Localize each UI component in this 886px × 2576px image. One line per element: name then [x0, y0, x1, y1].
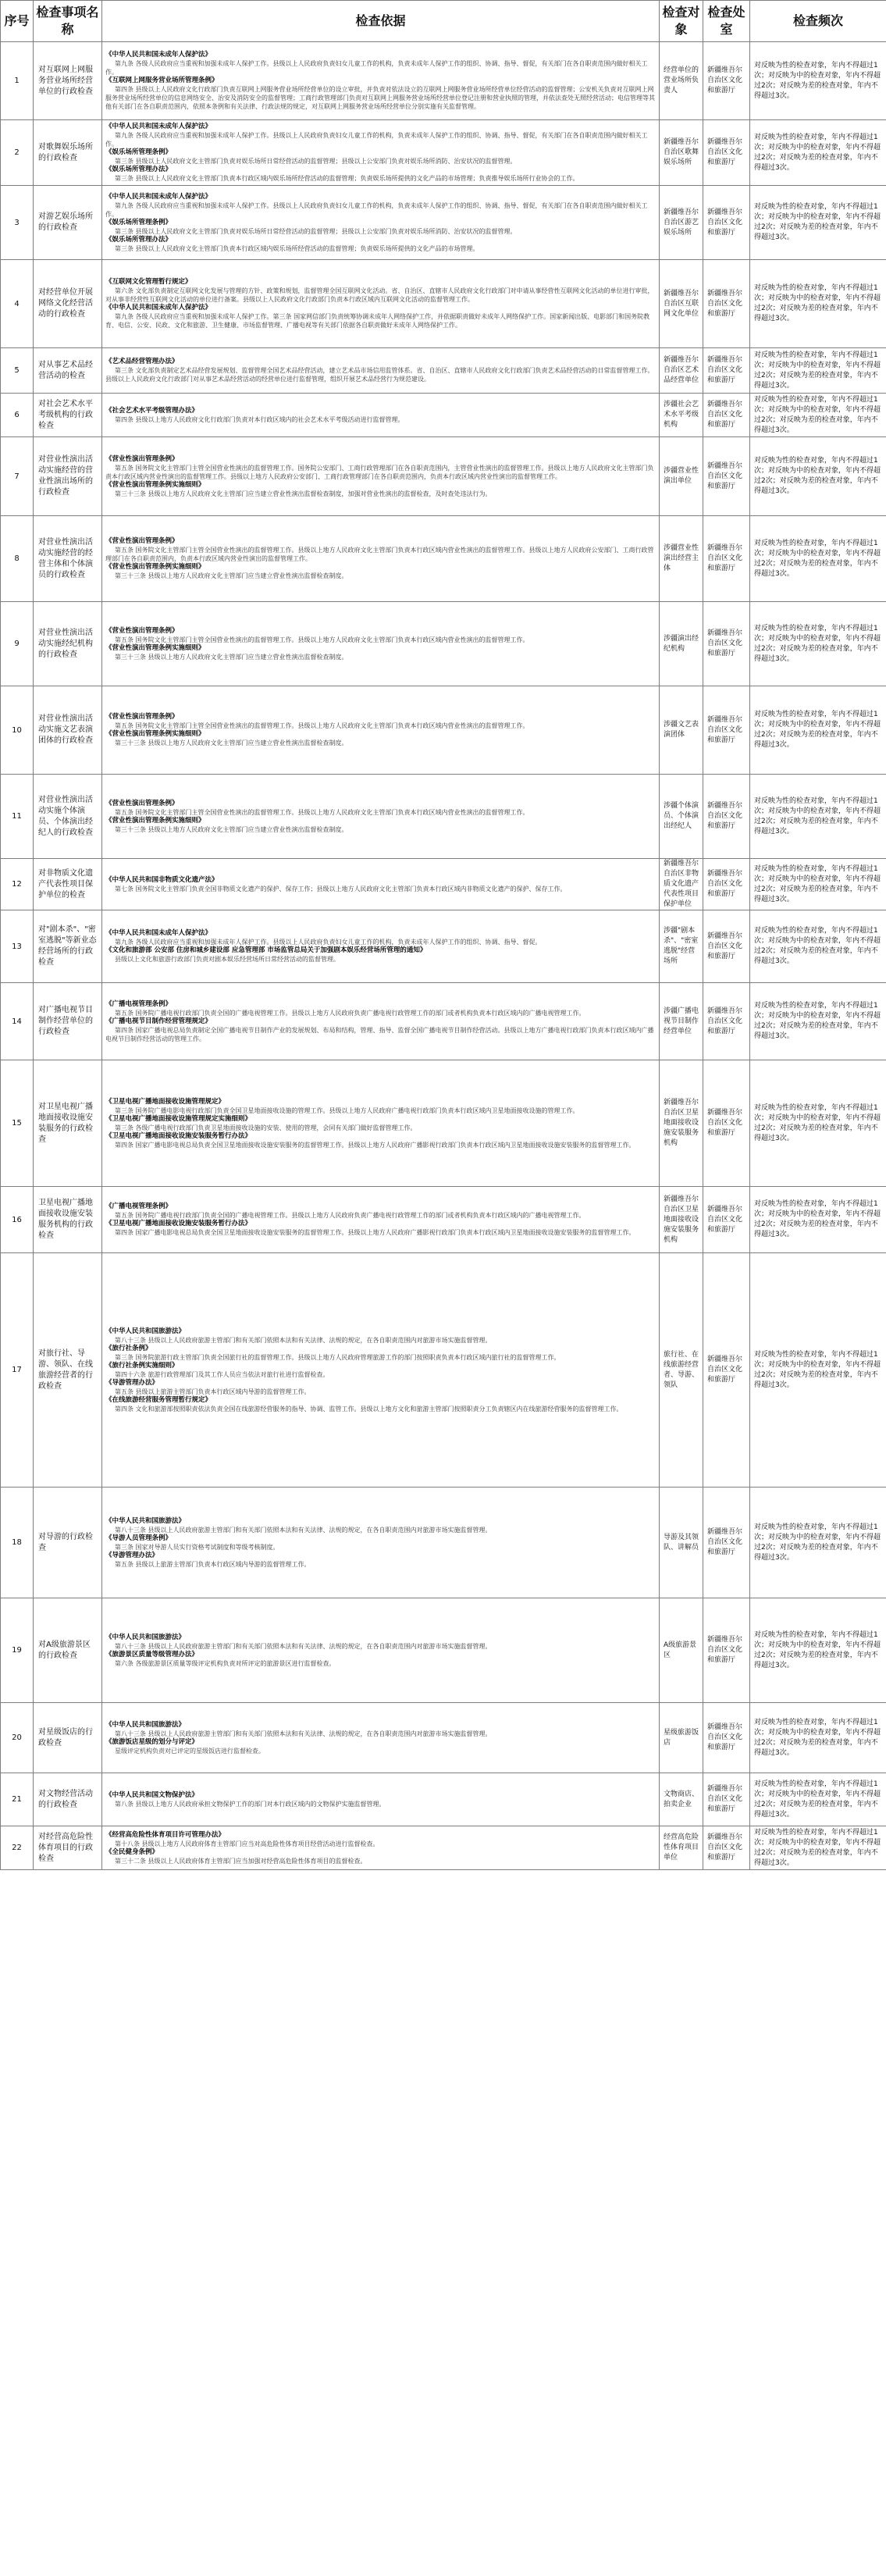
law-text: 第九条 各级人民政府应当重视和加强未成年人保护工作。县级以上人民政府负责妇女儿童工作的机构，负责未成年人保护工作的组织、协调、指导、督促，有关部门在各自职责范围内做好相关工作。 [105, 132, 648, 148]
row-frequency: 对反映为性的检查对象，年内不得超过1次；对反映为中的检查对象，年内不得超过2次；对反映为差的检查对象，年内不得超过3次。 [750, 602, 886, 686]
row-basis [102, 910, 660, 983]
row-seq: 2 [1, 120, 34, 186]
row-seq: 7 [1, 437, 34, 516]
row-basis [102, 516, 660, 602]
law-title: 《营业性演出管理条例实施细则》 [105, 480, 205, 489]
table-row [1, 260, 886, 348]
row-item-name: 对营业性演出活动实施经营的营业性演出场所的行政检查 [34, 437, 102, 516]
law-text: 第三条 县级以上人民政府文化主管部门负责对娱乐场所日常经营活动的监督管理；县级以上公安部门负责对娱乐场所消防、治安状况的监督管理。 [115, 227, 517, 235]
law-title: 《中华人民共和国旅游法》 [105, 1327, 186, 1335]
law-title: 《经营高危险性体育项目许可管理办法》 [105, 1830, 226, 1839]
law-text: 第三条 文化部负责制定艺术品经营发展规划、监督管理全国艺术品经营活动，建立艺术品市场信用监管体系。省、自治区、直辖市人民政府文化行政部门负责艺术品经营活动的日常监督管理工作。县级以上人民政府文化行政部门对从事艺术品经营活动的经营单位进行监督管理，组织开展艺术品经营行为规范建设。 [105, 367, 654, 383]
row-item-name: 对"剧本杀"、"密室逃脱"等新业态经营场所的行政检查 [34, 910, 102, 983]
law-title: 《旅行社条例实施细则》 [105, 1361, 179, 1370]
law-title: 《中华人民共和国未成年人保护法》 [105, 123, 212, 130]
table-row [1, 348, 886, 394]
law-title: 《营业性演出管理条例实施细则》 [105, 730, 205, 738]
law-title: 《文化和旅游部 公安部 住房和城乡建设部 应急管理部 市场监管总局关于加强剧本娱乐经营场所管理的通知》 [105, 946, 427, 954]
row-item-name: 对营业性演出活动实施文艺表演团体的行政检查 [34, 686, 102, 775]
row-dept: 新疆维吾尔自治区文化和旅游厅 [703, 120, 750, 186]
row-dept: 新疆维吾尔自治区文化和旅游厅 [703, 42, 750, 120]
law-text: 第三十三条 县级以上地方人民政府文化主管部门应当建立营业性演出监督检查制度。 [115, 653, 348, 661]
row-item-name: 对游艺娱乐场所的行政检查 [34, 186, 102, 260]
row-basis [102, 394, 660, 437]
law-text: 第三十三条 县级以上地方人民政府文化主管部门应当建立营业性演出监督检查制度，加强对营业性演出的监督检查，及时查处违法行为。 [115, 490, 492, 497]
law-title: 《旅游景区质量等级管理办法》 [105, 1650, 199, 1659]
row-item-name: 卫星电视广播地面接收设施安装服务机构的行政检查 [34, 1187, 102, 1253]
row-item-name: 对广播电视节目制作经营单位的行政检查 [34, 983, 102, 1060]
law-title: 《中华人民共和国旅游法》 [105, 1516, 186, 1525]
row-basis [102, 1187, 660, 1253]
row-object: 涉疆"剧本杀"、"密室逃脱"经营场所 [660, 910, 703, 983]
law-title: 《营业性演出管理条例》 [105, 713, 179, 721]
row-frequency: 对反映为性的检查对象，年内不得超过1次；对反映为中的检查对象，年内不得超过2次；对反映为差的检查对象，年内不得超过3次。 [750, 1187, 886, 1253]
law-text: 第三条 县级以上人民政府文化主管部门负责本行政区域内娱乐场所经营活动的监督管理；负责娱乐场所提供的文化产品的市场管理；负责推导娱乐场所行业协会的工作。 [115, 175, 579, 182]
law-text: 第四十六条 旅游行政管理部门及其工作人员应当依法对旅行社进行监督检查。 [115, 1370, 329, 1378]
row-object: 涉疆个体演员、个体演出经纪人 [660, 775, 703, 859]
row-dept: 新疆维吾尔自治区文化和旅游厅 [703, 186, 750, 260]
row-basis [102, 42, 660, 120]
row-seq: 5 [1, 348, 34, 394]
law-text: 第三条 国务院旅游行政主管部门负责全国旅行社的监督管理工作。县级以上地方人民政府管理旅游工作的部门按照职责负责本行政区域内旅行社的监督管理工作。 [115, 1353, 560, 1361]
table-row [1, 186, 886, 260]
table-row [1, 859, 886, 910]
row-dept: 新疆维吾尔自治区文化和旅游厅 [703, 910, 750, 983]
row-item-name: 对星级饭店的行政检查 [34, 1703, 102, 1773]
row-item-name: 对经营单位开展网络文化经营活动的行政检查 [34, 260, 102, 348]
law-title: 《卫星电视广播地面接收设施安装服务暂行办法》 [105, 1220, 252, 1227]
law-title: 《社会艺术水平考级管理办法》 [105, 406, 199, 415]
row-item-name: 对从事艺术品经营活动的检查 [34, 348, 102, 394]
header-object: 检查对象 [660, 1, 703, 42]
row-basis [102, 983, 660, 1060]
row-object: 涉疆文艺表演团体 [660, 686, 703, 775]
row-basis [102, 120, 660, 186]
row-object: 新疆维吾尔自治区歌舞娱乐场所 [660, 120, 703, 186]
law-text: 第三十三条 县级以上地方人民政府文化主管部门应当建立营业性演出监督检查制度。 [115, 739, 348, 746]
row-basis [102, 1060, 660, 1187]
law-title: 《卫星电视广播地面接收设施安装服务暂行办法》 [105, 1131, 252, 1140]
header-dept: 检查处室 [703, 1, 750, 42]
row-frequency: 对反映为性的检查对象，年内不得超过1次；对反映为中的检查对象，年内不得超过2次；对反映为差的检查对象，年内不得超过3次。 [750, 1773, 886, 1826]
row-basis [102, 437, 660, 516]
row-item-name: 对经营高危险性体育项目的行政检查 [34, 1826, 102, 1870]
table-row [1, 1826, 886, 1870]
law-text: 第九条 各级人民政府应当重视和加强未成年人保护工作。县级以上人民政府负责妇女儿童工作的机构，负责未成年人保护工作的组织、协调、指导、督促，有关部门在各自职责范围内做好相关工作。 [105, 60, 648, 76]
row-object: 经营高危险性体育项目单位 [660, 1826, 703, 1870]
row-seq: 22 [1, 1826, 34, 1870]
row-frequency: 对反映为性的检查对象，年内不得超过1次；对反映为中的检查对象，年内不得超过2次；对反映为差的检查对象，年内不得超过3次。 [750, 1826, 886, 1870]
law-title: 《中华人民共和国非物质文化遗产法》 [105, 875, 219, 884]
law-title: 《娱乐场所管理条例》 [105, 148, 173, 156]
row-frequency: 对反映为性的检查对象，年内不得超过1次；对反映为中的检查对象，年内不得超过2次；对反映为差的检查对象，年内不得超过3次。 [750, 859, 886, 910]
law-text: 第三条 国家对导游人员实行资格考试制度和等级考核制度。 [115, 1543, 279, 1551]
law-text: 第三条 县级以上人民政府文化主管部门负责对娱乐场所日常经营活动的监督管理；县级以上公安部门负责对娱乐场所消防、治安状况的监督管理。 [115, 158, 517, 165]
law-title: 《中华人民共和国未成年人保护法》 [105, 929, 212, 937]
law-title: 《营业性演出管理条例》 [105, 626, 179, 635]
row-object: 新疆维吾尔自治区互联网文化单位 [660, 260, 703, 348]
row-basis [102, 602, 660, 686]
row-dept: 新疆维吾尔自治区文化和旅游厅 [703, 394, 750, 437]
header-basis: 检查依据 [102, 1, 660, 42]
row-item-name: 对非物质文化遗产代表性项目保护单位的检查 [34, 859, 102, 910]
law-title: 《在线旅游经营服务管理暂行规定》 [105, 1395, 212, 1404]
row-basis [102, 859, 660, 910]
law-text: 第五条 国务院文化主管部门主管全国营业性演出的监督管理工作。县级以上地方人民政府文化主管部门负责本行政区域内营业性演出的监督管理工作。 [115, 808, 529, 816]
row-dept: 新疆维吾尔自治区文化和旅游厅 [703, 437, 750, 516]
row-seq: 18 [1, 1488, 34, 1598]
header-seq: 序号 [1, 1, 34, 42]
law-title: 《导游管理办法》 [105, 1378, 159, 1387]
table-body [1, 42, 886, 1870]
law-text: 第四条 文化和旅游部按照职责依法负责全国在线旅游经营服务的指导、协调、监管工作。县级以上地方文化和旅游主管部门按照职责分工负责辖区内在线旅游经营服务的监督管理工作。 [115, 1405, 623, 1413]
law-text: 第五条 国务院文化主管部门主管全国营业性演出的监督管理工作。县级以上地方人民政府文化主管部门负责本行政区域内营业性演出的监督管理工作。 [115, 722, 529, 729]
law-title: 《营业性演出管理条例实施细则》 [105, 816, 205, 825]
law-title: 《广播电视管理条例》 [105, 999, 173, 1008]
row-seq: 12 [1, 859, 34, 910]
law-text: 第八十三条 县级以上人民政府旅游主管部门和有关部门依照本法和有关法律、法规的规定，在各自职责范围内对旅游市场实施监督管理。 [115, 1730, 492, 1737]
row-frequency: 对反映为性的检查对象，年内不得超过1次；对反映为中的检查对象，年内不得超过2次；对反映为差的检查对象，年内不得超过3次。 [750, 120, 886, 186]
header-frequency: 检查频次 [750, 1, 886, 42]
row-object: 文物商店、拍卖企业 [660, 1773, 703, 1826]
row-frequency: 对反映为性的检查对象，年内不得超过1次；对反映为中的检查对象，年内不得超过2次；对反映为差的检查对象，年内不得超过3次。 [750, 348, 886, 394]
law-text: 第四条 县级以上地方人民政府文化行政部门负责对本行政区域内的社会艺术水平考级活动进行监督管理。 [115, 415, 404, 423]
row-dept: 新疆维吾尔自治区文化和旅游厅 [703, 1488, 750, 1598]
table-header-row [1, 1, 886, 42]
row-basis [102, 186, 660, 260]
law-title: 《艺术品经营管理办法》 [105, 358, 179, 365]
law-title: 《娱乐场所管理条例》 [105, 218, 173, 226]
row-object: 新疆维吾尔自治区游艺娱乐场所 [660, 186, 703, 260]
row-item-name: 对营业性演出活动实施经营的经营主体和个体演员的行政检查 [34, 516, 102, 602]
row-object: 涉疆营业性演出经营主体 [660, 516, 703, 602]
row-item-name: 对互联网上网服务营业场所经营单位的行政检查 [34, 42, 102, 120]
law-text: 第八条 县级以上地方人民政府承担文物保护工作的部门对本行政区域内的文物保护实施监督管理。 [115, 1800, 386, 1808]
law-title: 《导游管理办法》 [105, 1551, 159, 1559]
row-item-name: 对营业性演出活动实施经纪机构的行政检查 [34, 602, 102, 686]
row-frequency: 对反映为性的检查对象，年内不得超过1次；对反映为中的检查对象，年内不得超过2次；对反映为差的检查对象，年内不得超过3次。 [750, 516, 886, 602]
law-text: 第五条 县级以上旅游主管部门负责本行政区域内导游的监督管理工作。 [115, 1560, 311, 1568]
row-dept: 新疆维吾尔自治区文化和旅游厅 [703, 1187, 750, 1253]
row-frequency: 对反映为性的检查对象，年内不得超过1次；对反映为中的检查对象，年内不得超过2次；对反映为差的检查对象，年内不得超过3次。 [750, 1488, 886, 1598]
table-row [1, 120, 886, 186]
row-seq: 10 [1, 686, 34, 775]
row-basis [102, 348, 660, 394]
row-frequency: 对反映为性的检查对象，年内不得超过1次；对反映为中的检查对象，年内不得超过2次；对反映为差的检查对象，年内不得超过3次。 [750, 394, 886, 437]
law-title: 《营业性演出管理条例》 [105, 454, 179, 463]
row-item-name: 对营业性演出活动实施个体演员、个体演出经纪人的行政检查 [34, 775, 102, 859]
law-text: 第三条 县级以上人民政府文化主管部门负责本行政区域内娱乐场所经营活动的监督管理；负责娱乐场所提供的文化产品的市场管理。 [115, 244, 479, 252]
row-object: 导游及其领队、讲解员 [660, 1488, 703, 1598]
row-object: 涉疆社会艺术水平考级机构 [660, 394, 703, 437]
law-text: 第八十三条 县级以上人民政府旅游主管部门和有关部门依照本法和有关法律、法规的规定，在各自职责范围内对旅游市场实施监督管理。 [115, 1526, 492, 1534]
table-row [1, 602, 886, 686]
row-frequency: 对反映为性的检查对象，年内不得超过1次；对反映为中的检查对象，年内不得超过2次；对反映为差的检查对象，年内不得超过3次。 [750, 42, 886, 120]
row-dept: 新疆维吾尔自治区文化和旅游厅 [703, 516, 750, 602]
row-seq: 21 [1, 1773, 34, 1826]
row-basis [102, 686, 660, 775]
law-title: 《卫星电视广播地面接收设施管理规定实施细则》 [105, 1114, 252, 1123]
row-object: 涉疆广播电视节目制作经营单位 [660, 983, 703, 1060]
law-text: 第八十三条 县级以上人民政府旅游主管部门和有关部门依照本法和有关法律、法规的规定，在各自职责范围内对旅游市场实施监督管理。 [115, 1642, 492, 1650]
table-row [1, 1488, 886, 1598]
law-text: 第三十二条 县级以上人民政府体育主管部门应当加强对经营高危险性体育项目的监督检查。 [115, 1857, 367, 1865]
row-dept: 新疆维吾尔自治区文化和旅游厅 [703, 602, 750, 686]
row-object: 星级旅游饭店 [660, 1703, 703, 1773]
row-frequency: 对反映为性的检查对象，年内不得超过1次；对反映为中的检查对象，年内不得超过2次；对反映为差的检查对象，年内不得超过3次。 [750, 1598, 886, 1703]
law-text: 第九条 各级人民政府应当重视和加强未成年人保护工作。县级以上人民政府负责妇女儿童工作的机构，负责未成年人保护工作的组织、协调、指导、督促，有关部门在各自职责范围内做好相关工作。 [105, 201, 648, 218]
row-object: 新疆维吾尔自治区卫星地面接收设施安装服务机构 [660, 1187, 703, 1253]
law-text: 第六条 各级旅游景区质量等级评定机构负责对所评定的旅游景区进行监督检查。 [115, 1659, 336, 1667]
row-dept: 新疆维吾尔自治区文化和旅游厅 [703, 1253, 750, 1488]
row-dept: 新疆维吾尔自治区文化和旅游厅 [703, 1598, 750, 1703]
law-text: 第四条 国家广播电影电视总局负责全国卫星地面接收设施安装服务的监督管理工作。县级以上地方人民政府广播影视行政部门负责本行政区域内卫星地面接收设施安装服务的监督管理工作。 [115, 1229, 635, 1236]
row-seq: 9 [1, 602, 34, 686]
row-object: 经营单位的营业场所负责人 [660, 42, 703, 120]
row-frequency: 对反映为性的检查对象，年内不得超过1次；对反映为中的检查对象，年内不得超过2次；对反映为差的检查对象，年内不得超过3次。 [750, 186, 886, 260]
law-text: 第九条 各级人民政府应当重视和加强未成年人保护工作。县级以上人民政府负责妇女儿童工作的机构，负责未成年人保护工作的组织、协调、指导、督促。 [115, 939, 542, 946]
law-text: 第五条 国务院广播电视行政部门负责全国的广播电视管理工作。县级以上地方人民政府负责广播电视行政管理工作的部门或者机构负责本行政区域内的广播电视管理工作。 [115, 1212, 585, 1219]
header-item: 检查事项名称 [34, 1, 102, 42]
law-text: 第四条 国家广播电影电视总局负责全国卫星地面接收设施安装服务的监督管理工作。县级以上地方人民政府广播影视行政部门负责本行政区域内卫星地面接收设施安装服务的监督管理工作。 [115, 1141, 635, 1149]
law-text: 第七条 国务院文化主管部门负责全国非物质文化遗产的保护、保存工作；县级以上地方人民政府文化主管部门负责本行政区域内非物质文化遗产的保护、保存工作。 [115, 885, 567, 893]
law-text: 第五条 国务院文化主管部门主管全国营业性演出的监督管理工作。县级以上地方人民政府文化主管部门负责本行政区域内营业性演出的监督管理工作。 [115, 636, 529, 643]
row-dept: 新疆维吾尔自治区文化和旅游厅 [703, 859, 750, 910]
law-title: 《互联网上网服务营业场所管理条例》 [105, 77, 219, 84]
table-row [1, 1703, 886, 1773]
law-title: 《卫星电视广播地面接收设施管理规定》 [105, 1097, 226, 1106]
law-title: 《营业性演出管理条例实施细则》 [105, 643, 205, 652]
row-seq: 3 [1, 186, 34, 260]
law-title: 《营业性演出管理条例》 [105, 799, 179, 807]
row-seq: 4 [1, 260, 34, 348]
row-frequency: 对反映为性的检查对象，年内不得超过1次；对反映为中的检查对象，年内不得超过2次；对反映为差的检查对象，年内不得超过3次。 [750, 1703, 886, 1773]
table-row [1, 516, 886, 602]
row-basis [102, 1826, 660, 1870]
law-text: 第六条 文化部负责制定互联网文化发展与管理的方针、政策和规划，监督管理全国互联网文化活动。省、自治区、直辖市人民政府文化行政部门对申请从事经营性互联网文化活动的单位进行审批，对从事非经营性互联网文化活动的单位进行备案。县级以上人民政府文化行政部门负责本行政区域内互联网文化活动的监督管理工作。 [105, 287, 654, 303]
law-title: 《营业性演出管理条例》 [105, 537, 179, 545]
table-row [1, 983, 886, 1060]
row-seq: 6 [1, 394, 34, 437]
row-dept: 新疆维吾尔自治区文化和旅游厅 [703, 983, 750, 1060]
law-title: 《广播电视管理条例》 [105, 1202, 173, 1210]
row-dept: 新疆维吾尔自治区文化和旅游厅 [703, 1703, 750, 1773]
row-frequency: 对反映为性的检查对象，年内不得超过1次；对反映为中的检查对象，年内不得超过2次；对反映为差的检查对象，年内不得超过3次。 [750, 1253, 886, 1488]
law-text: 第九条 各级人民政府应当重视和加强未成年人保护工作。第三条 国家网信部门负责统筹协调未成年人网络保护工作，并依据职责做好未成年人网络保护工作。国家新闻出版、电影部门和国务院教育、电信、公安、民政、文化和旅游、卫生健康、市场监督管理、广播电视等有关部门依据各自职责做好未成年人网络保护工作。 [105, 313, 650, 329]
law-text: 第五条 国务院文化主管部门主管全国营业性演出的监督管理工作。国务院公安部门、工商行政管理部门在各自职责范围内，主管营业性演出的监督管理工作。县级以上地方人民政府文化主管部门负责本行政区域内营业性演出的监督管理工作。县级以上地方人民政府公安部门、工商行政管理部门在各自职责范围内，负责本行政区域内营业性演出的监督管理工作。 [105, 464, 654, 480]
law-title: 《中华人民共和国未成年人保护法》 [105, 51, 212, 59]
table-row [1, 1187, 886, 1253]
table-row [1, 910, 886, 983]
row-basis [102, 1488, 660, 1598]
row-seq: 11 [1, 775, 34, 859]
row-object: A级旅游景区 [660, 1598, 703, 1703]
row-object: 涉疆演出经纪机构 [660, 602, 703, 686]
row-frequency: 对反映为性的检查对象，年内不得超过1次；对反映为中的检查对象，年内不得超过2次；对反映为差的检查对象，年内不得超过3次。 [750, 983, 886, 1060]
row-basis [102, 260, 660, 348]
row-dept: 新疆维吾尔自治区文化和旅游厅 [703, 1773, 750, 1826]
law-text: 第三条 各级广播电视行政部门负责卫星地面接收设施的安装、使用的管理，会同有关部门做好监督管理工作。 [115, 1124, 417, 1131]
row-basis [102, 775, 660, 859]
row-seq: 8 [1, 516, 34, 602]
table-row [1, 775, 886, 859]
law-text: 第四条 国家广播电视总局负责制定全国广播电视节目制作产业的发展规划、布局和结构，管理、指导、监督全国广播电视节目制作经营活动。县级以上地方广播电视行政部门负责本行政区域内广播电视节目制作经营活动的管理工作。 [105, 1026, 654, 1042]
law-text: 第五条 县级以上旅游主管部门负责本行政区域内导游的监督管理工作。 [115, 1388, 311, 1395]
row-frequency: 对反映为性的检查对象，年内不得超过1次；对反映为中的检查对象，年内不得超过2次；对反映为差的检查对象，年内不得超过3次。 [750, 775, 886, 859]
row-item-name: 对社会艺术水平考级机构的行政检查 [34, 394, 102, 437]
row-dept: 新疆维吾尔自治区文化和旅游厅 [703, 260, 750, 348]
table-row [1, 42, 886, 120]
law-title: 《旅行社条例》 [105, 1344, 152, 1352]
law-text: 第十八条 县级以上地方人民政府体育主管部门应当对高危险性体育项目经营活动进行监督检查。 [115, 1840, 379, 1847]
table-row [1, 1060, 886, 1187]
law-title: 《营业性演出管理条例实施细则》 [105, 563, 205, 571]
row-basis [102, 1598, 660, 1703]
law-text: 第五条 国务院广播电视行政部门负责全国的广播电视管理工作。县级以上地方人民政府负责广播电视行政管理工作的部门或者机构负责本行政区域内的广播电视管理工作。 [115, 1009, 585, 1017]
law-text: 第四条 县级以上人民政府文化行政部门负责互联网上网服务营业场所经营单位的设立审批，并负责对依法设立的互联网上网服务营业场所经营单位经营活动的监督管理；公安机关负责对互联网上网服务营业场所经营单位的信息网络安全、治安及消防安全的监督管理；工商行政管理部门负责对互联网上网服务营业场所经营单位登记注册和营业执照的管理，并依法查处无照经营活动；电信管理等其他有关部门在各自职责范围内，依照本条例和有关法律、行政法规的规定，对互联网上网服务营业场所经营单位分别实施有关监督管理。 [105, 86, 655, 110]
table-row [1, 1773, 886, 1826]
law-text: 星级评定机构负责对已评定的星级饭店进行监督检查。 [115, 1747, 265, 1755]
row-seq: 20 [1, 1703, 34, 1773]
table-row [1, 686, 886, 775]
row-seq: 15 [1, 1060, 34, 1187]
row-dept: 新疆维吾尔自治区文化和旅游厅 [703, 775, 750, 859]
row-basis [102, 1703, 660, 1773]
row-basis [102, 1773, 660, 1826]
row-seq: 17 [1, 1253, 34, 1488]
row-item-name: 对歌舞娱乐场所的行政检查 [34, 120, 102, 186]
row-dept: 新疆维吾尔自治区文化和旅游厅 [703, 686, 750, 775]
row-item-name: 对文物经营活动的行政检查 [34, 1773, 102, 1826]
row-item-name: 对A级旅游景区的行政检查 [34, 1598, 102, 1703]
law-title: 《导游人员管理条例》 [105, 1534, 173, 1542]
law-title: 《中华人民共和国未成年人保护法》 [105, 192, 212, 201]
table-row [1, 437, 886, 516]
table-row [1, 1253, 886, 1488]
law-text: 第五条 国务院文化主管部门主管全国营业性演出的监督管理工作。县级以上地方人民政府文化主管部门负责本行政区域内营业性演出的监督管理工作。县级以上地方人民政府公安部门、工商行政管理部门在各自职责范围内，负责本行政区域内营业性演出的监督管理工作。 [105, 547, 654, 562]
law-title: 《中华人民共和国文物保护法》 [105, 1790, 199, 1799]
law-title: 《中华人民共和国旅游法》 [105, 1633, 186, 1641]
law-title: 《广播电视节目制作经营管理规定》 [105, 1017, 212, 1025]
row-object: 新疆维吾尔自治区艺术品经营单位 [660, 348, 703, 394]
row-seq: 19 [1, 1598, 34, 1703]
table-row [1, 394, 886, 437]
law-title: 《娱乐场所管理办法》 [105, 235, 173, 244]
law-text: 县级以上文化和旅游行政部门负责对剧本娱乐经营场所日常经营活动的监督管理。 [115, 956, 340, 963]
row-seq: 16 [1, 1187, 34, 1253]
law-title: 《娱乐场所管理办法》 [105, 166, 173, 173]
law-title: 《中华人民共和国旅游法》 [105, 1720, 186, 1729]
law-text: 第三十三条 县级以上地方人民政府文化主管部门应当建立营业性演出监督检查制度。 [115, 572, 348, 579]
law-text: 第三条 国务院广播电影电视行政部门负责全国卫星地面接收设施的管理工作。县级以上地方人民政府广播电视行政部门负责本行政区域内卫星地面接收设施的管理工作。 [115, 1106, 579, 1114]
row-item-name: 对旅行社、导游、领队、在线旅游经营者的行政检查 [34, 1253, 102, 1488]
row-dept: 新疆维吾尔自治区文化和旅游厅 [703, 348, 750, 394]
row-frequency: 对反映为性的检查对象，年内不得超过1次；对反映为中的检查对象，年内不得超过2次；对反映为差的检查对象，年内不得超过3次。 [750, 260, 886, 348]
row-seq: 1 [1, 42, 34, 120]
row-basis [102, 1253, 660, 1488]
row-dept: 新疆维吾尔自治区文化和旅游厅 [703, 1060, 750, 1187]
row-seq: 14 [1, 983, 34, 1060]
row-frequency: 对反映为性的检查对象，年内不得超过1次；对反映为中的检查对象，年内不得超过2次；对反映为差的检查对象，年内不得超过3次。 [750, 910, 886, 983]
law-title: 《中华人民共和国未成年人保护法》 [105, 304, 212, 312]
row-frequency: 对反映为性的检查对象，年内不得超过1次；对反映为中的检查对象，年内不得超过2次；对反映为差的检查对象，年内不得超过3次。 [750, 1060, 886, 1187]
row-object: 新疆维吾尔自治区非物质文化遗产代表性项目保护单位 [660, 859, 703, 910]
row-seq: 13 [1, 910, 34, 983]
row-object: 新疆维吾尔自治区卫星地面接收设施安装服务机构 [660, 1060, 703, 1187]
row-object: 旅行社、在线旅游经营者、导游、领队 [660, 1253, 703, 1488]
table-row [1, 1598, 886, 1703]
row-object: 涉疆营业性演出单位 [660, 437, 703, 516]
law-title: 《旅游饭店星级的划分与评定》 [105, 1737, 199, 1746]
law-title: 《互联网文化管理暂行规定》 [105, 278, 192, 286]
row-item-name: 对卫星电视广播地面接收设施安装服务的行政检查 [34, 1060, 102, 1187]
row-item-name: 对导游的行政检查 [34, 1488, 102, 1598]
row-frequency: 对反映为性的检查对象，年内不得超过1次；对反映为中的检查对象，年内不得超过2次；对反映为差的检查对象，年内不得超过3次。 [750, 686, 886, 775]
law-title: 《全民健身条例》 [105, 1847, 159, 1856]
row-frequency: 对反映为性的检查对象，年内不得超过1次；对反映为中的检查对象，年内不得超过2次；对反映为差的检查对象，年内不得超过3次。 [750, 437, 886, 516]
row-dept: 新疆维吾尔自治区文化和旅游厅 [703, 1826, 750, 1870]
law-text: 第三十三条 县级以上地方人民政府文化主管部门应当建立营业性演出监督检查制度。 [115, 825, 348, 833]
law-text: 第八十三条 县级以上人民政府旅游主管部门和有关部门依照本法和有关法律、法规的规定，在各自职责范围内对旅游市场实施监督管理。 [115, 1336, 492, 1344]
